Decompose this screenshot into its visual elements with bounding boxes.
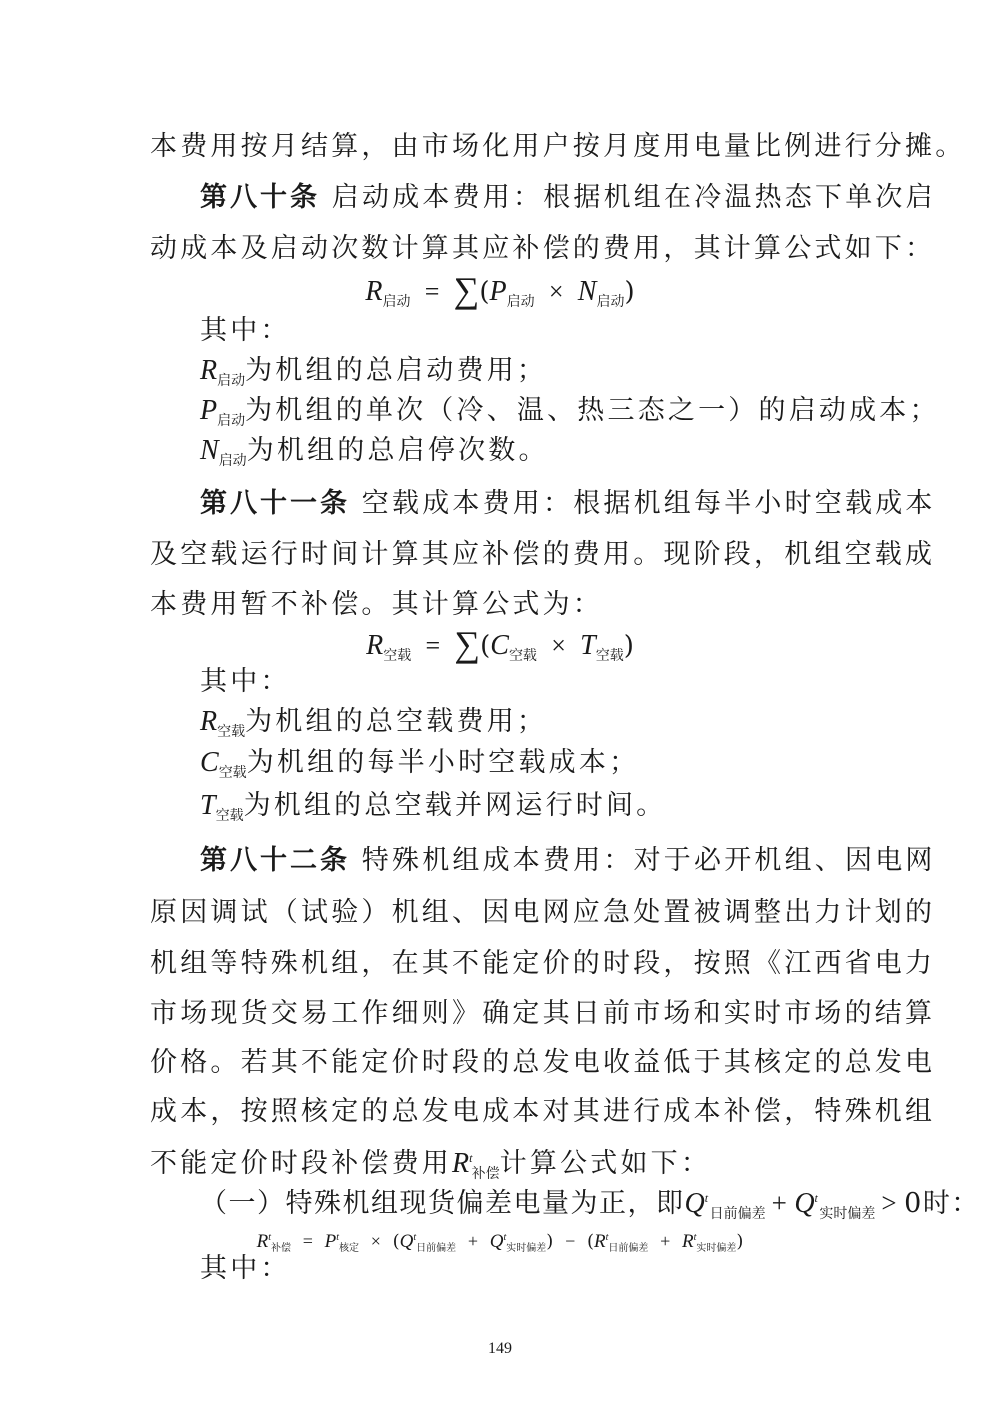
article-82-case-1: （一）特殊机组现货偏差电量为正，即$Q^t_{日前偏差} + Q^t_{实时偏差} > 0$时： bbox=[200, 1188, 980, 1222]
article-82-line-1 bbox=[200, 841, 936, 881]
article-81-heading: 第八十一条 bbox=[200, 488, 350, 519]
article-82-line-2: 原因调试（试验）机组、因电网应急处置被调整出力计划的 bbox=[150, 897, 936, 928]
article-81-text-1: 空载成本费用：根据机组每半小时空载成本 bbox=[361, 488, 936, 519]
article-81-def-2: $C_{空载}$为机组的每半小时空载成本； bbox=[200, 747, 640, 781]
article-80-line-2: 动成本及启动次数计算其应补偿的费用，其计算公式如下： bbox=[150, 233, 936, 264]
page-number: 149 bbox=[488, 1340, 512, 1357]
article-80-def-2: $P_{启动}$为机组的单次（冷、温、热三态之一）的启动成本； bbox=[200, 395, 940, 429]
article-80-def-3: $N_{启动}$为机组的总启停次数。 bbox=[200, 435, 549, 469]
article-82-heading: 第八十二条 bbox=[200, 845, 350, 876]
article-82-line-5: 价格。若其不能定价时段的总发电收益低于其核定的总发电 bbox=[150, 1047, 936, 1078]
paragraph-intro: 本费用按月结算，由市场化用户按月度用电量比例进行分摊。 bbox=[150, 131, 966, 162]
formula-special-unit-compensation: $R^t_{补偿} = P^t_{核定} \times (Q^t_{日前偏差} + Q^t_{实时偏差}) - (R^t_{日前偏差} + R^t_{实时偏差})$ bbox=[256, 1231, 744, 1254]
article-81-def-1: $R_{空载}$为机组的总空载费用； bbox=[200, 706, 548, 740]
article-81-line-2: 及空载运行时间计算其应补偿的费用。现阶段，机组空载成 bbox=[150, 539, 936, 570]
article-80-heading: 第八十条 bbox=[200, 182, 320, 213]
article-80-def-1: $R_{启动}$为机组的总启动费用； bbox=[200, 355, 548, 389]
article-82-where: 其中： bbox=[200, 1253, 291, 1284]
article-81-def-3: $T_{空载}$为机组的总空载并网运行时间。 bbox=[200, 790, 667, 824]
formula-no-load-cost: $R_{空载} = \sum(C_{空载} \times T_{空载})$ bbox=[366, 624, 634, 664]
article-80-text-1: 启动成本费用：根据机组在冷温热态下单次启 bbox=[331, 182, 936, 213]
article-82-line-3: 机组等特殊机组，在其不能定价的时段，按照《江西省电力 bbox=[150, 948, 936, 979]
article-81-line-1 bbox=[200, 484, 936, 524]
article-82-line-4: 市场现货交易工作细则》确定其日前市场和实时市场的结算 bbox=[150, 998, 936, 1029]
article-82-text-1: 特殊机组成本费用：对于必开机组、因电网 bbox=[361, 845, 936, 876]
article-82-line-7: 不能定价时段补偿费用$R^t_{补偿}$计算公式如下： bbox=[150, 1148, 712, 1182]
article-81-line-3: 本费用暂不补偿。其计算公式为： bbox=[150, 589, 603, 620]
article-80-line-1 bbox=[200, 178, 936, 218]
article-81-where: 其中： bbox=[200, 666, 291, 697]
article-80-where: 其中： bbox=[200, 315, 291, 346]
article-82-line-6: 成本，按照核定的总发电成本对其进行成本补偿，特殊机组 bbox=[150, 1096, 936, 1127]
formula-startup-cost: $R_{启动} = \sum(P_{启动} \times N_{启动})$ bbox=[365, 270, 635, 310]
